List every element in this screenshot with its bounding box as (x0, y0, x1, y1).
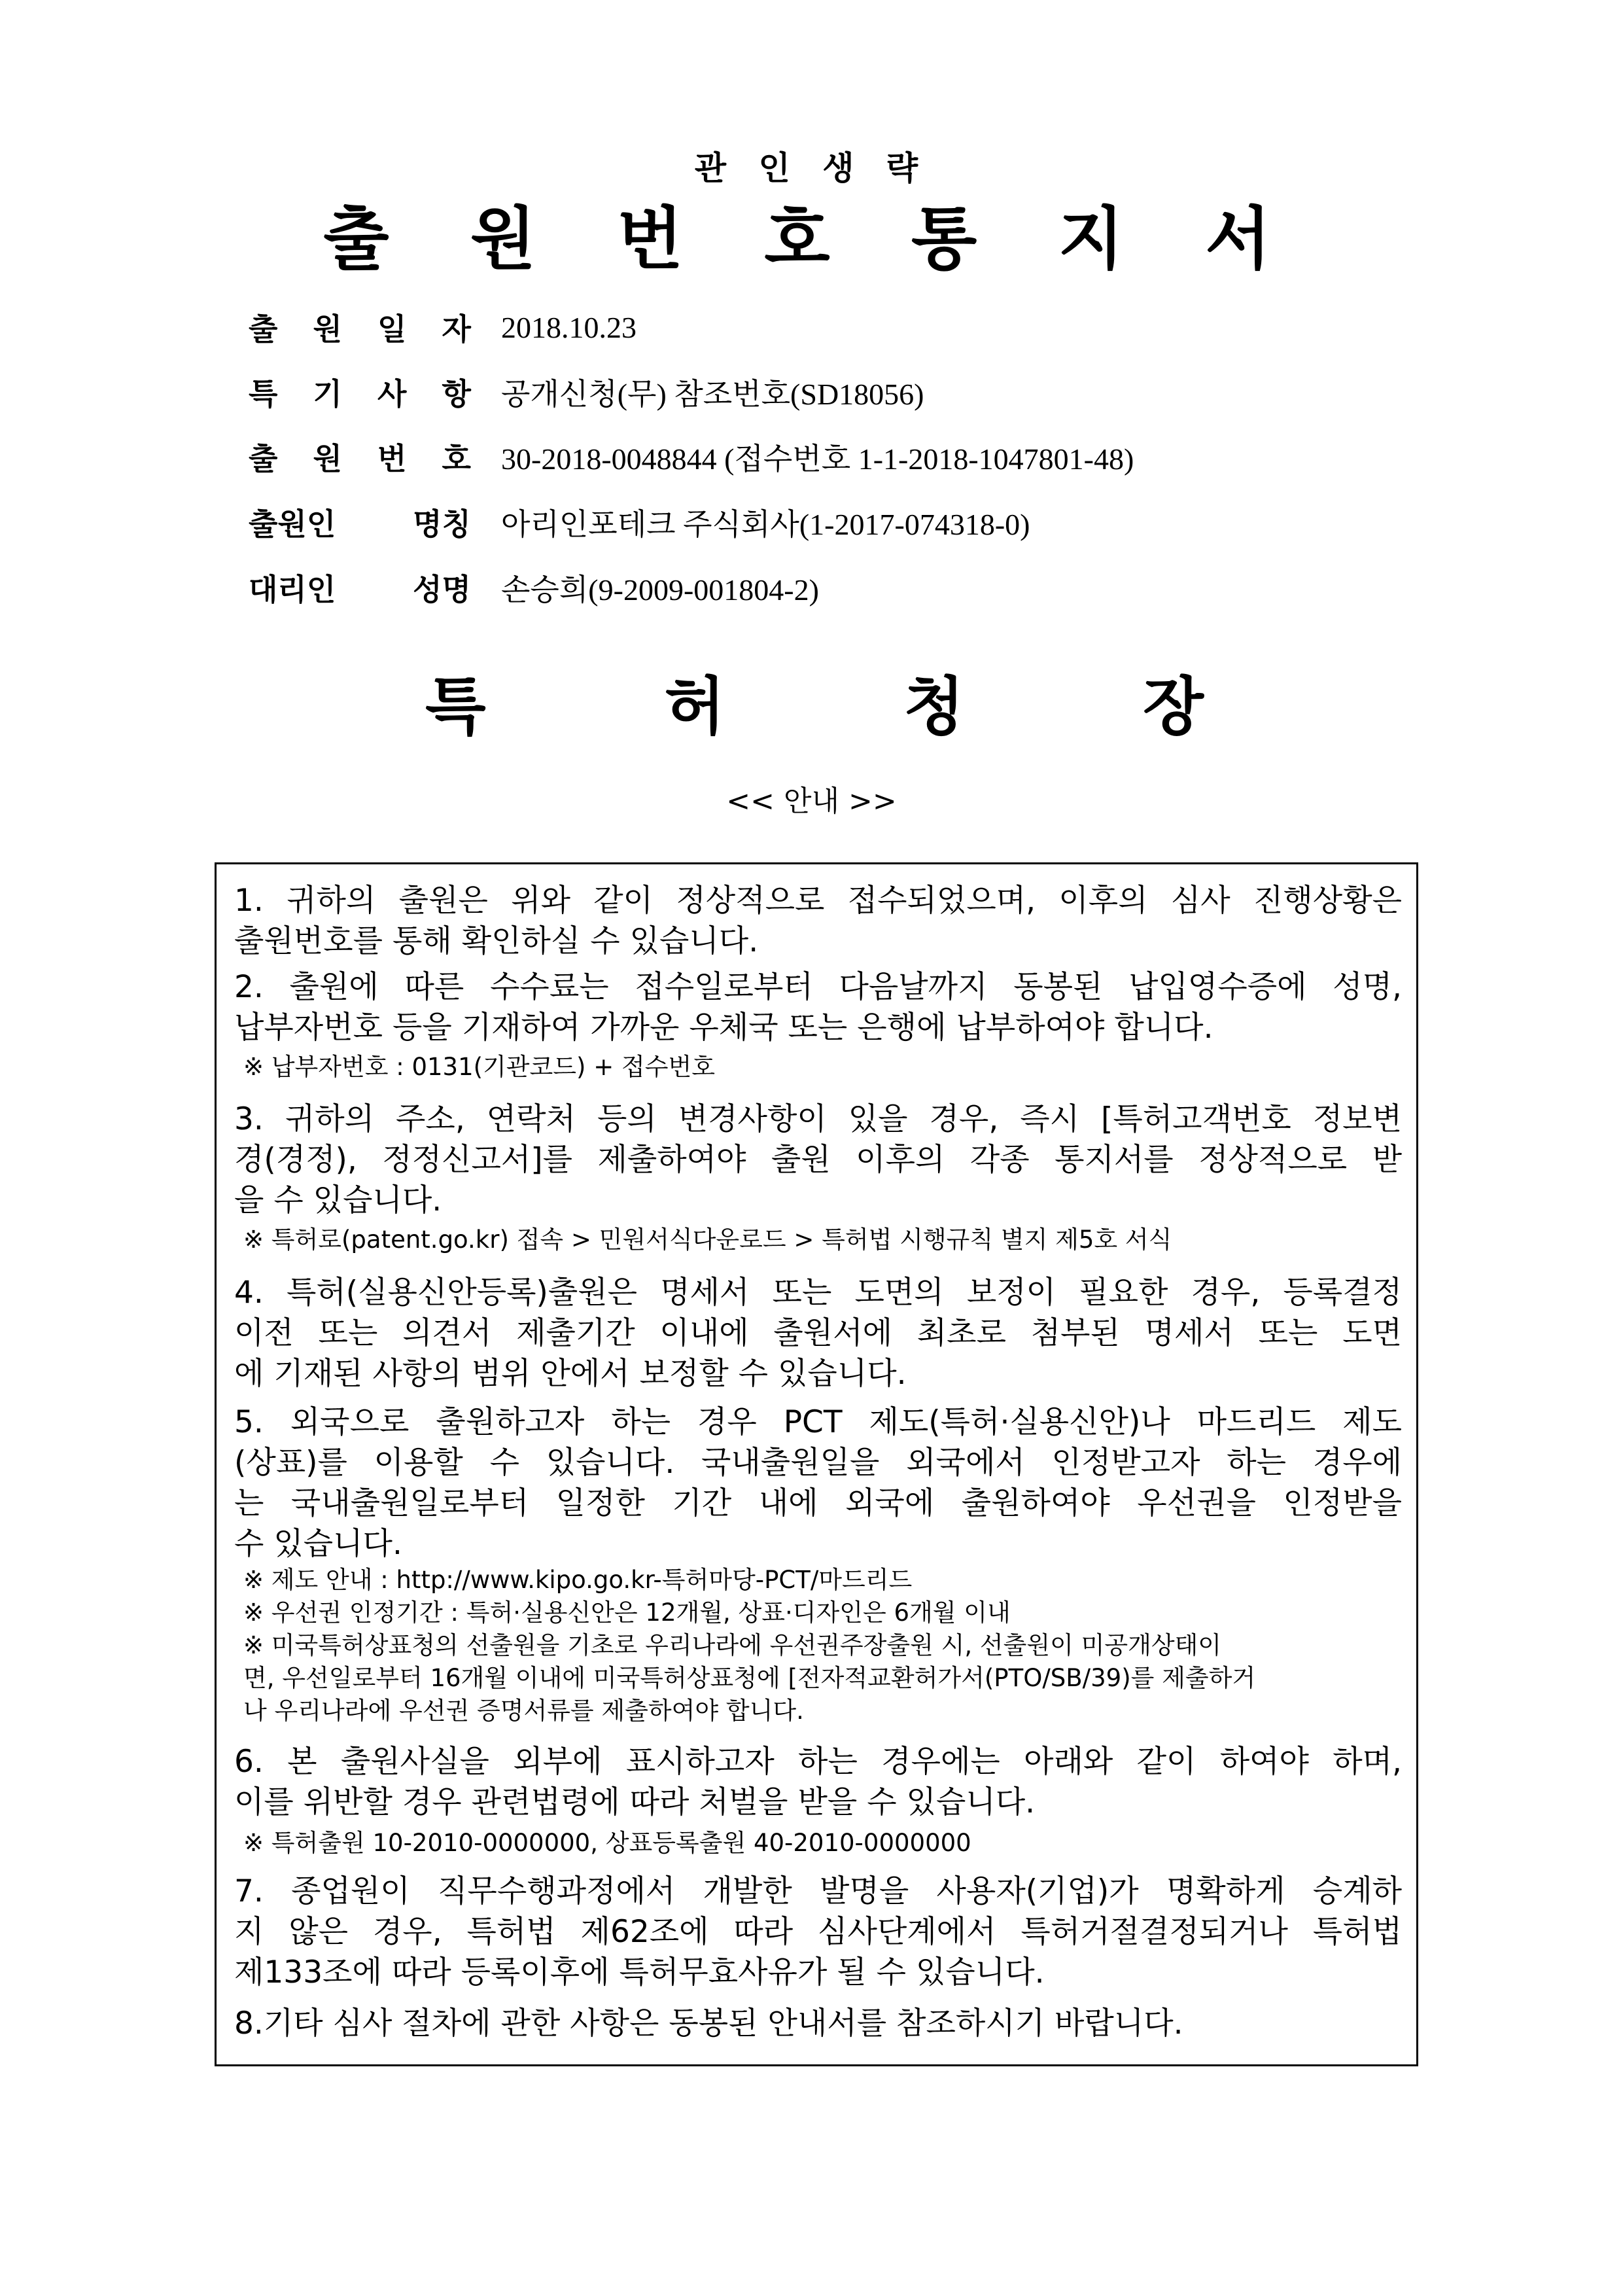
notice-note-3: ※ 특허로(patent.go.kr) 접속 > 민원서식다운로드 > 특허법 시행규칙 별지 제5호 서식 (243, 1226, 1172, 1254)
guide-heading: << 안내 >> (726, 785, 897, 818)
seal-omission-label: 관 인 생 략 (694, 149, 929, 187)
special-notes-value: 공개신청(무) 참조번호(SD18056) (501, 378, 924, 411)
notice-item-5: 5. 외국으로 출원하고자 하는 경우 PCT 제도(특허·실용신안)나 마드리드 제도 (상표)를 이용할 수 있습니다. 국내출원일을 외국에서 인정받고자 하는 경우에 는 국내출원일로부터 일정한 기간 내에 외국에 출원하여야 우선권을 인정받을 수 있습니다. (234, 1404, 1402, 1562)
notice-note-2: ※ 납부자번호 : 0131(기관코드) + 접수번호 (243, 1053, 715, 1081)
document-title: 출 원 번 호 통 지 서 (323, 199, 1300, 279)
notice-item-8: 8.기타 심사 절차에 관한 사항은 동봉된 안내서를 참조하시기 바랍니다. (234, 2005, 1183, 2041)
notice-note-5-5: 나 우리나라에 우선권 증명서류를 제출하여야 합니다. (243, 1697, 804, 1725)
notice-note-5-1: ※ 제도 안내 : http://www.kipo.go.kr-특허마당-PCT/마드리드 (243, 1566, 913, 1594)
info-row-agent-name (249, 561, 1557, 614)
notice-item-7: 7. 종업원이 직무수행과정에서 개발한 발명을 사용자(기업)가 명확하게 승계하 지 않은 경우, 특허법 제62조에 따라 심사단계에서 특허거절결정되거나 특허법 제133조에 따라 등록이후에 특허무효사유가 될 수 있습니다. (234, 1873, 1402, 1990)
notice-note-5-2: ※ 우선권 인정기간 : 특허·실용신안은 12개월, 상표·디자인은 6개월 이내 (243, 1598, 1011, 1627)
issuer-commissioner: 특 허 청 장 (425, 670, 1204, 743)
application-number-value: 30-2018-0048844 (접수번호 1-1-2018-1047801-48) (501, 442, 1134, 476)
info-label: 출 원 일 자 (249, 311, 471, 347)
filing-date-value: 2018.10.23 (501, 310, 637, 344)
info-row-filing-date (249, 301, 1557, 353)
notice-item-4: 4. 특허(실용신안등록)출원은 명세서 또는 도면의 보정이 필요한 경우, 등록결정 이전 또는 의견서 제출기간 이내에 출원서에 최초로 첨부된 명세서 또는 도면 에 기재된 사항의 범위 안에서 보정할 수 있습니다. (234, 1275, 1402, 1392)
notice-note-5-4: 면, 우선일로부터 16개월 이내에 미국특허상표청에 [전자적교환허가서(PTO/SB/39)를 제출하거 (243, 1664, 1256, 1692)
applicant-name-value: 아리인포테크 주식회사(1-2017-074318-0) (501, 508, 1030, 541)
info-label: 출 원 번 호 (249, 441, 471, 476)
notice-item-6: 6. 본 출원사실을 외부에 표시하고자 하는 경우에는 아래와 같이 하여야 하며, 이를 위반할 경우 관련법령에 따라 처벌을 받을 수 있습니다. (234, 1744, 1402, 1820)
info-label: 출원인 명칭 (249, 506, 471, 542)
info-row-application-number (249, 431, 1557, 483)
info-row-special-notes (249, 366, 1557, 418)
agent-name-value: 손승희(9-2009-001804-2) (501, 573, 819, 607)
notice-item-1: 1. 귀하의 출원은 위와 같이 정상적으로 접수되었으며, 이후의 심사 진행상황은 출원번호를 통해 확인하실 수 있습니다. (234, 883, 1402, 959)
notice-item-3: 3. 귀하의 주소, 연락처 등의 변경사항이 있을 경우, 즉시 [특허고객번호 정보변 경(경정), 정정신고서]를 제출하여야 출원 이후의 각종 통지서를 정상적으로 받 을 수 있습니다. (234, 1101, 1402, 1218)
info-label: 특 기 사 항 (249, 376, 471, 412)
info-label: 대리인 성명 (249, 572, 471, 607)
notice-note-6: ※ 특허출원 10-2010-0000000, 상표등록출원 40-2010-0000000 (243, 1829, 971, 1857)
notice-item-2: 2. 출원에 따른 수수료는 접수일로부터 다음날까지 동봉된 납입영수증에 성명, 납부자번호 등을 기재하여 가까운 우체국 또는 은행에 납부하여야 합니다. (234, 969, 1402, 1046)
info-row-applicant-name (249, 496, 1557, 548)
notice-note-5-3: ※ 미국특허상표청의 선출원을 기초로 우리나라에 우선권주장출원 시, 선출원이 미공개상태이 (243, 1631, 1222, 1659)
